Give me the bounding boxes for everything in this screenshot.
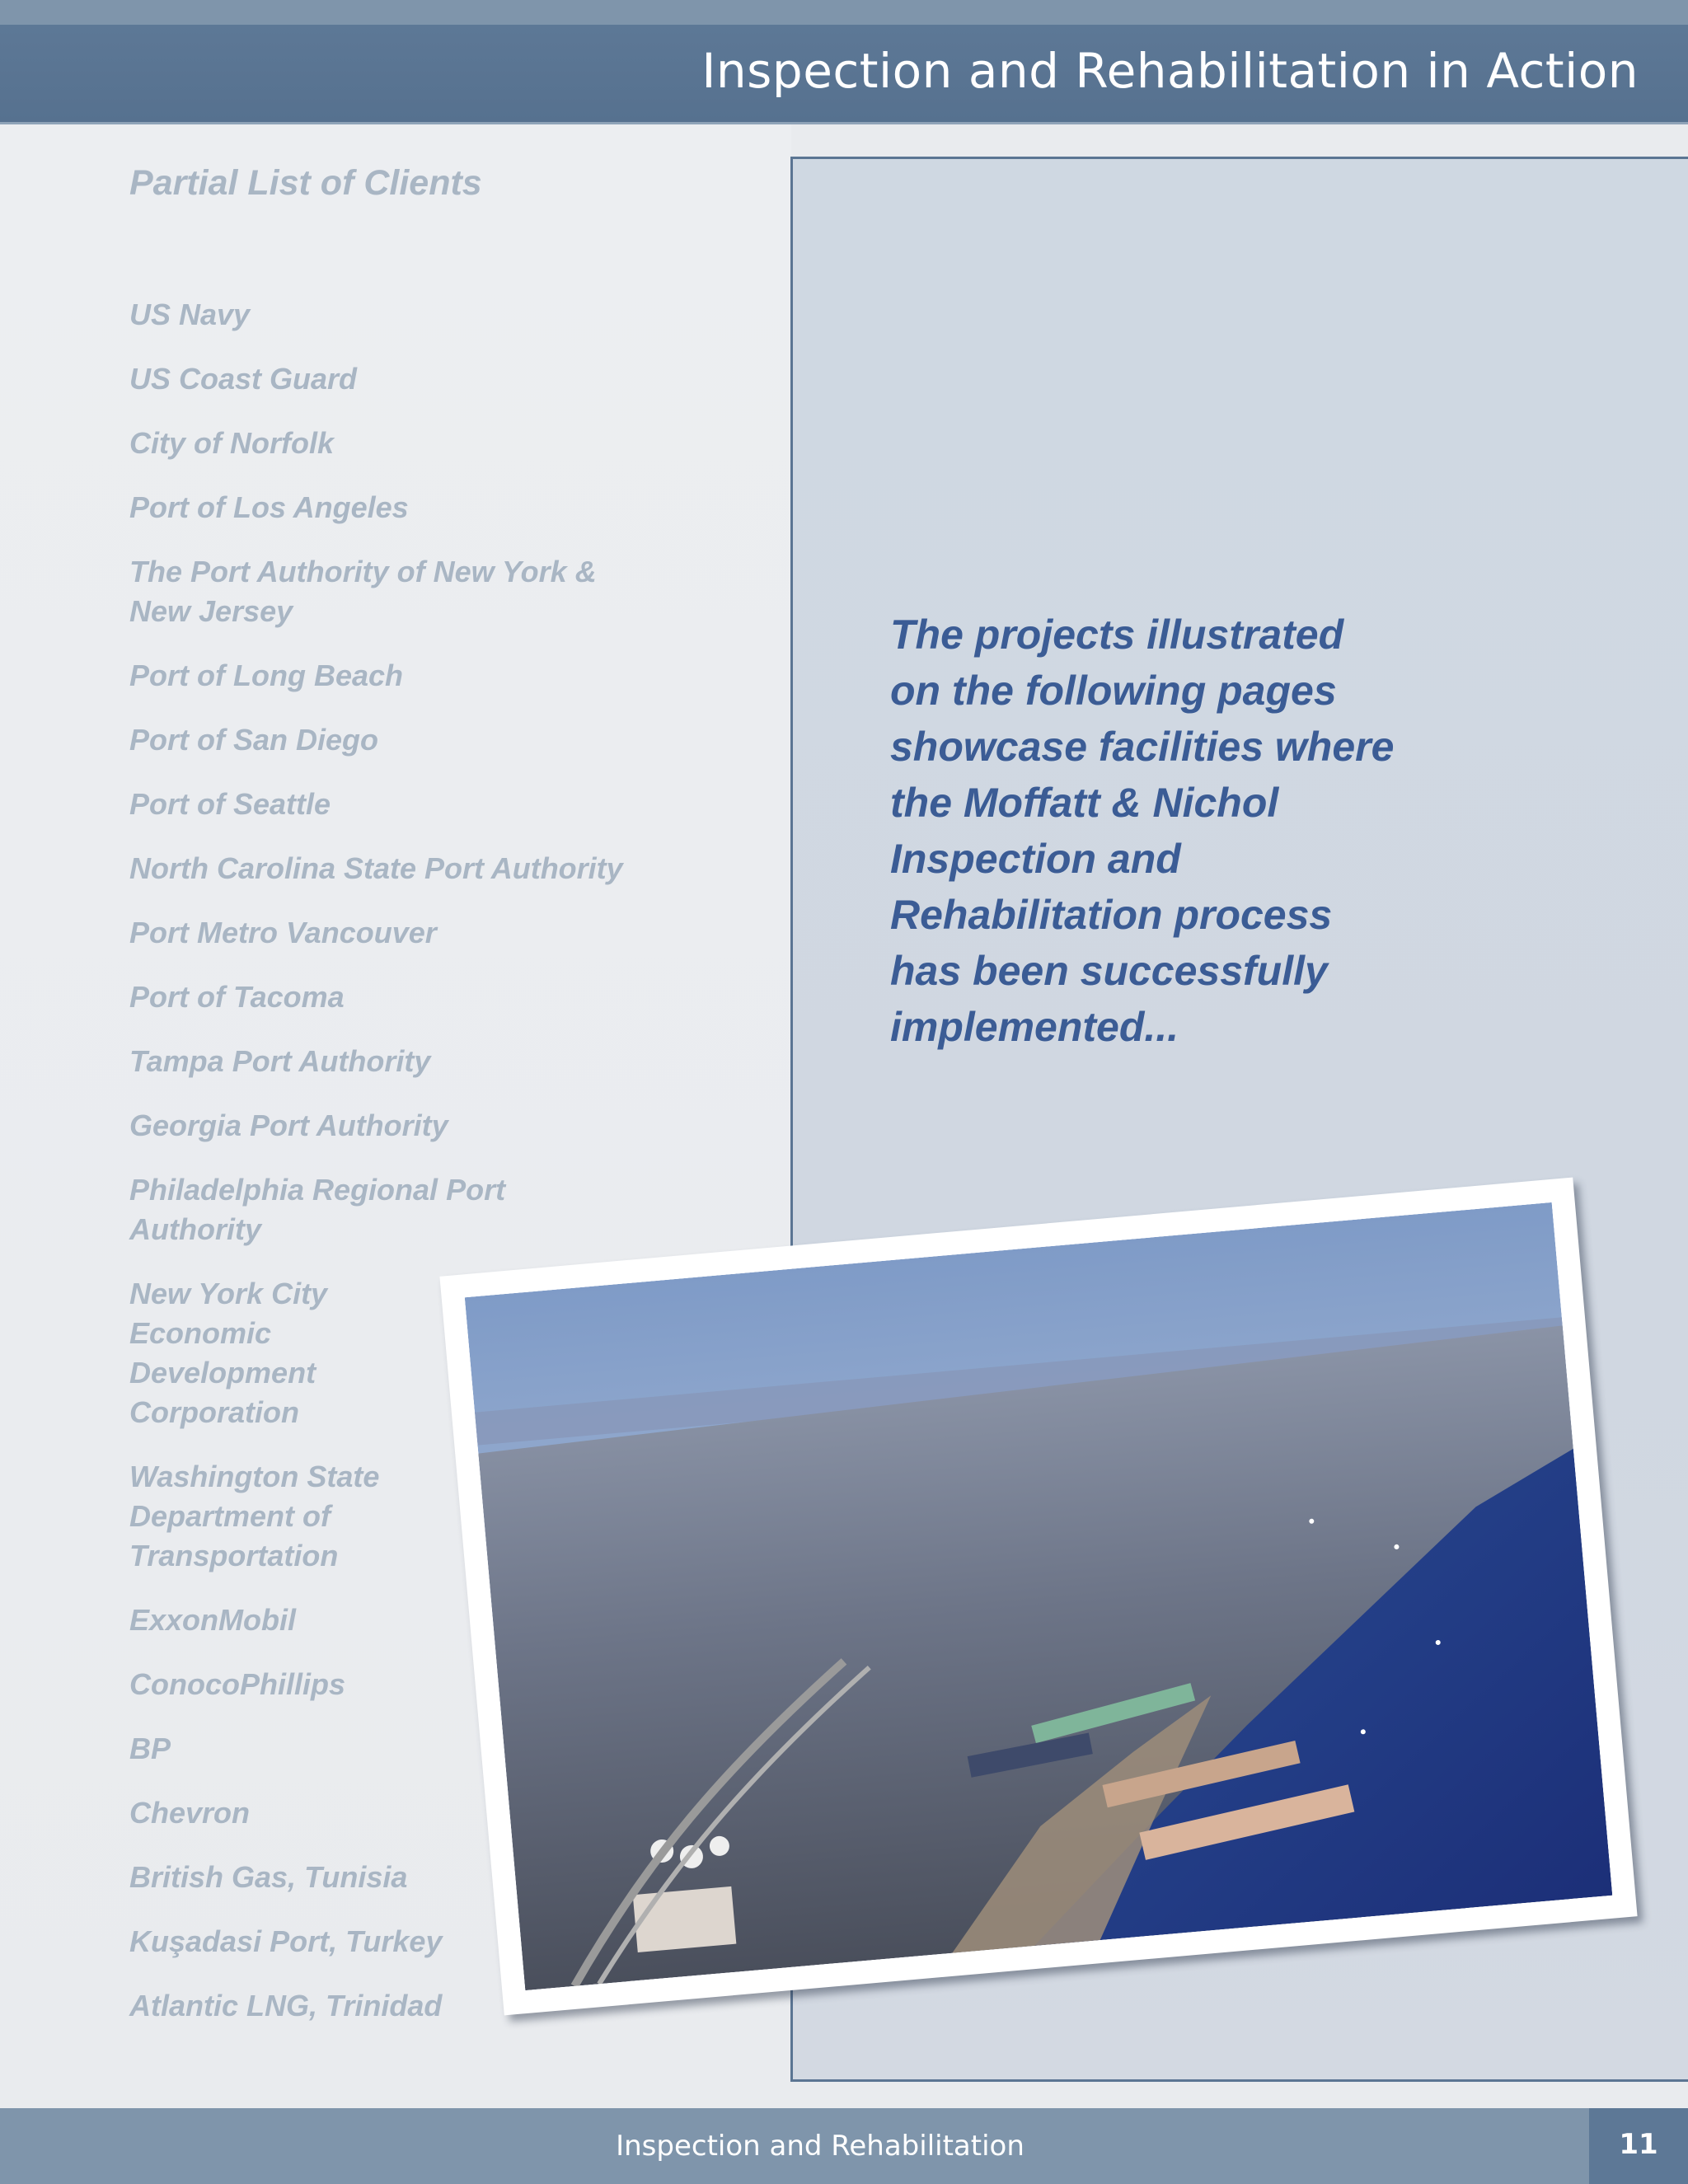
photo-frame [439,1178,1637,2016]
list-item: City of Norfolk [129,426,334,460]
page-number-box [1589,2108,1688,2184]
list-item: ExxonMobil [129,1603,297,1637]
list-item: US Navy [129,298,251,331]
list-item: Tampa Port Authority [129,1044,431,1078]
list-item: Port of Los Angeles [129,490,409,524]
list-item: The Port Authority of New York & New Jersey [129,555,597,628]
list-item: US Coast Guard [129,362,358,396]
footer-band [0,2108,1688,2184]
list-item: North Carolina State Port Authority [129,851,623,885]
list-item: Georgia Port Authority [129,1108,448,1142]
list-item: Atlantic LNG, Trinidad [129,1989,443,2022]
page-title: Inspection and Rehabilitation in Action [701,43,1639,99]
list-item: ConocoPhillips [129,1667,346,1701]
list-item: Philadelphia Regional Port Authority [129,1173,506,1246]
list-item: Port of Long Beach [129,658,403,692]
list-item: British Gas, Tunisia [129,1860,408,1894]
list-item: New York City Economic Development Corporation [129,1277,328,1429]
list-item: Washington State Department of Transportation [129,1460,380,1572]
list-item: BP [129,1732,171,1765]
footer-title: Inspection and Rehabilitation [616,2130,1025,2163]
list-item: Port of Tacoma [129,980,345,1014]
list-item: Port of San Diego [129,723,379,757]
list-item: Chevron [129,1796,251,1830]
list-item: Kuşadasi Port, Turkey [129,1924,443,1958]
page-number: 11 [1619,2128,1658,2161]
top-strip [0,0,1688,25]
list-item: Port Metro Vancouver [129,916,437,949]
header-band [0,25,1688,124]
clients-heading: Partial List of Clients [129,163,482,203]
intro-text: The projects illustrated on the following pages showcase facilities where the Moffatt & Nichol Inspection and Rehabilitation process has been successfully implemented... [890,612,1395,1050]
list-item: Port of Seattle [129,787,331,821]
aerial-port-illustration [465,1202,1613,1990]
aerial-port-photo [465,1202,1613,1990]
